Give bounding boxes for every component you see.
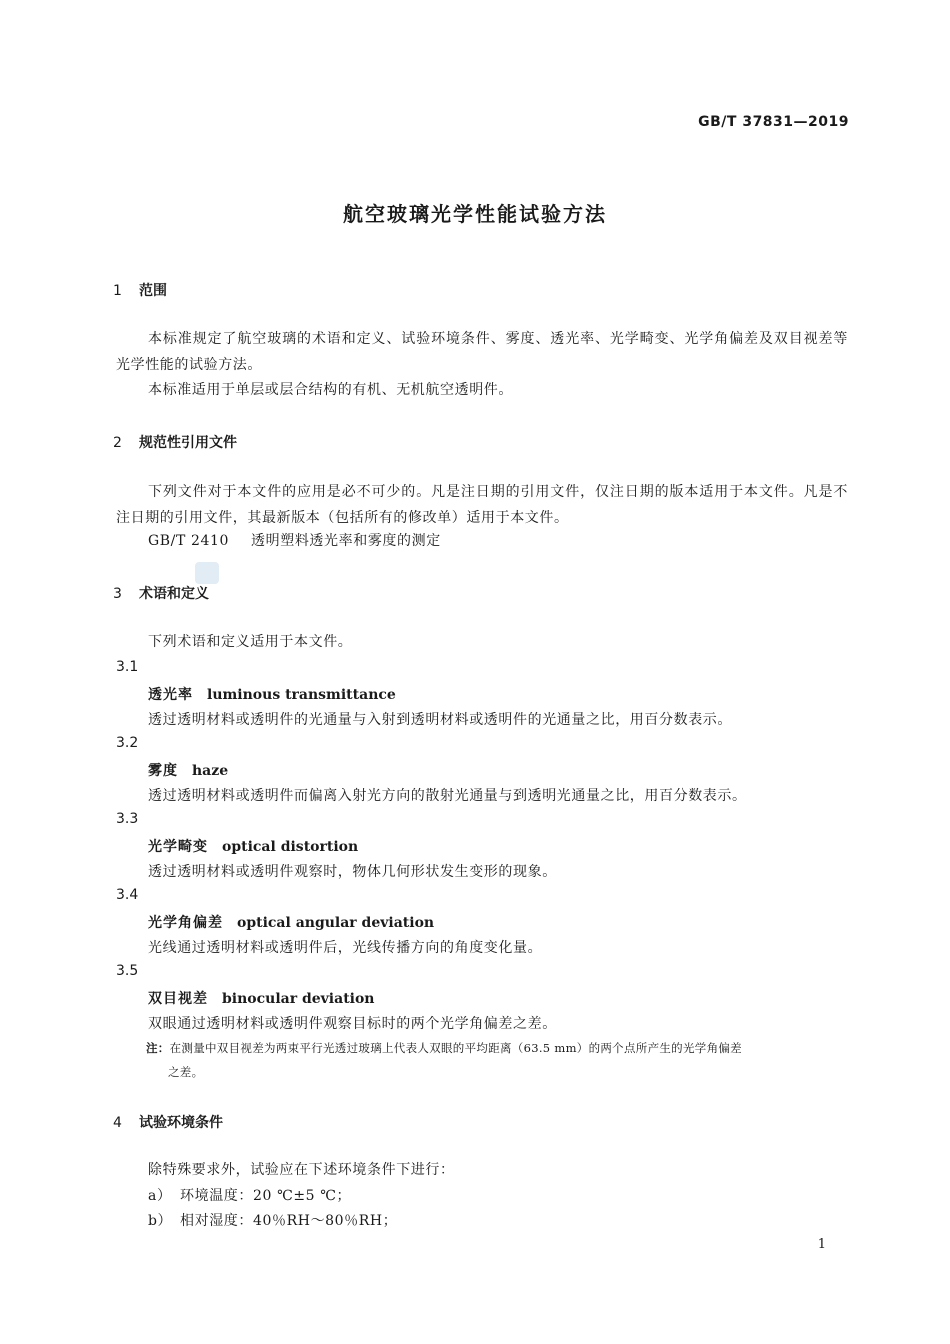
term-number: 3.1 xyxy=(116,659,139,675)
reference-code: GB/T 2410 xyxy=(148,533,230,549)
term-en: binocular deviation xyxy=(222,991,375,1007)
term-number: 3.3 xyxy=(116,811,139,827)
standard-code: GB/T 37831—2019 xyxy=(698,114,849,130)
term-zh: 双目视差 xyxy=(148,991,208,1007)
item-label: b） xyxy=(148,1213,173,1229)
term-definition: 光线通过透明材料或透明件后，光线传播方向的角度变化量。 xyxy=(148,940,543,956)
section-number: 1 xyxy=(113,283,122,299)
item-text: 相对湿度：40％RH～80％RH； xyxy=(180,1213,398,1229)
section-number: 3 xyxy=(113,586,122,602)
note-label: 注： xyxy=(146,1041,170,1055)
document-title: 航空玻璃光学性能试验方法 xyxy=(343,202,607,226)
item-label: a） xyxy=(148,1188,172,1204)
note-text-line-2: 之差。 xyxy=(168,1065,204,1079)
term-zh: 雾度 xyxy=(148,763,178,779)
term-heading xyxy=(148,912,434,932)
section-title: 试验环境条件 xyxy=(139,1115,223,1131)
section-number: 4 xyxy=(113,1115,122,1131)
term-zh: 光学畸变 xyxy=(148,839,208,855)
scope-paragraph-1: 本标准规定了航空玻璃的术语和定义、试验环境条件、雾度、透光率、光学畸变、光学角偏差及双目视差等光学性能的试验方法。 xyxy=(116,331,848,373)
term-heading xyxy=(148,760,228,780)
section-4-heading xyxy=(113,1112,223,1132)
condition-item xyxy=(148,1210,397,1230)
term-heading xyxy=(148,684,396,704)
term-definition: 透过透明材料或透明件的光通量与入射到透明材料或透明件的光通量之比，用百分数表示。 xyxy=(148,712,732,728)
term-en: optical distortion xyxy=(222,839,359,855)
normative-references-paragraph: 下列文件对于本文件的应用是必不可少的。凡是注日期的引用文件，仅注日期的版本适用于本文件。凡是不注日期的引用文件，其最新版本（包括所有的修改单）适用于本文件。 xyxy=(116,484,848,526)
section-1-heading xyxy=(113,280,167,300)
term-heading xyxy=(148,836,358,856)
section-3-heading xyxy=(113,583,209,603)
term-definition: 透过透明材料或透明件观察时，物体几何形状发生变形的现象。 xyxy=(148,864,557,880)
watermark-logo xyxy=(195,562,219,584)
section-title: 术语和定义 xyxy=(139,586,209,602)
reference-entry xyxy=(148,530,441,550)
term-zh: 透光率 xyxy=(148,687,193,703)
conditions-intro: 除特殊要求外，试验应在下述环境条件下进行： xyxy=(148,1162,455,1178)
section-title: 规范性引用文件 xyxy=(139,435,237,451)
reference-title: 透明塑料透光率和雾度的测定 xyxy=(251,533,441,549)
page-number: 1 xyxy=(817,1237,826,1252)
term-number: 3.4 xyxy=(116,887,139,903)
condition-item xyxy=(148,1185,351,1205)
item-text: 环境温度：20 ℃±5 ℃； xyxy=(180,1188,352,1204)
term-definition: 双眼通过透明材料或透明件观察目标时的两个光学角偏差之差。 xyxy=(148,1016,557,1032)
term-definition: 透过透明材料或透明件而偏离入射光方向的散射光通量与到透明光通量之比，用百分数表示。 xyxy=(148,788,747,804)
term-number: 3.5 xyxy=(116,963,139,979)
term-heading xyxy=(148,988,375,1008)
scope-paragraph-2: 本标准适用于单层或层合结构的有机、无机航空透明件。 xyxy=(148,382,513,398)
section-2-heading xyxy=(113,432,237,452)
term-en: optical angular deviation xyxy=(237,915,435,931)
term-en: luminous transmittance xyxy=(207,687,396,703)
note-text-line-1: 在测量中双目视差为两束平行光透过玻璃上代表人双眼的平均距离（63.5 mm）的两个点所产生的光学角偏差 xyxy=(169,1041,742,1055)
section-number: 2 xyxy=(113,435,122,451)
term-en: haze xyxy=(192,763,229,779)
term-number: 3.2 xyxy=(116,735,139,751)
term-note xyxy=(146,1036,849,1084)
term-zh: 光学角偏差 xyxy=(148,915,223,931)
terms-intro: 下列术语和定义适用于本文件。 xyxy=(148,634,353,650)
section-title: 范围 xyxy=(139,283,167,299)
